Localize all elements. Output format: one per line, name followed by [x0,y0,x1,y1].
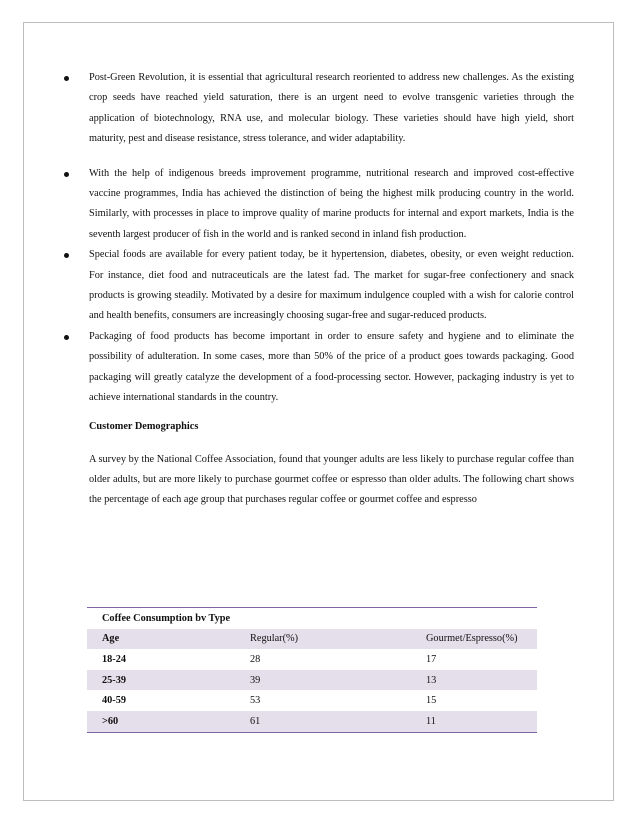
bullet-text: Packaging of food products has become important in order to ensure safety and hygiene and to eliminate the possibility of adulteration. In some cases, more than 50% of the price of a product goes towards packaging. Good packaging will greatly catalyze the development of a food-processing sector. However, packaging industry is yet to achieve international standards in the country. [89,330,574,404]
table-row [87,711,537,732]
header-regular: Regular(%) [235,629,411,650]
bullet-item [64,245,574,327]
header-age: Age [87,629,235,650]
bullet-item [64,68,574,150]
cell-regular: 39 [235,670,411,691]
table-header-row [87,629,537,650]
bullet-text: With the help of indigenous breeds improvement programme, nutritional research and improved cost-effective vaccine programmes, India has achieved the distinction of being the highest milk producing country in the world. Similarly, with processes in place to improve quality of marine products for internal and export markets, India is the seventh largest producer of fish in the world and is ranked second in inland fish production. [89,167,574,240]
bullet-item [64,164,574,246]
table-row [87,649,537,670]
cell-age: 18-24 [102,653,127,665]
cell-gourmet: 11 [411,711,537,732]
bullet-icon [64,76,69,81]
bullet-text: Special foods are available for every patient today, be it hypertension, diabetes, obesity, or even weight reduction. For instance, diet food and nutraceuticals are the latest fad. The market for sugar-free confectionery and snack products is growing steadily. Motivated by a desire for maximum indulgence coupled with a wish for calorie control and health benefits, consumers are increasingly choosing sugar-free and sugar-reduced products. [89,249,574,322]
cell-regular: 53 [250,695,261,707]
bullet-icon [64,172,69,177]
table-title-row [87,608,537,629]
coffee-consumption-table [87,607,537,733]
cell-regular: 61 [235,711,411,732]
bullet-text: Post-Green Revolution, it is essential that agricultural research reoriented to address new challenges. As the existing crop seeds have reached yield saturation, there is an urgent need to evolve transgenic varieties through the application of biotechnology, RNA use, and molecular biology. These varieties should have high yield, short maturity, pest and disease resistance, stress tolerance, and wider adaptability. [89,72,574,145]
table-row [87,690,537,711]
bullet-icon [64,253,69,258]
bullet-item [64,327,574,409]
table-row [87,670,537,691]
cell-gourmet: 15 [426,695,437,707]
section-heading: Customer Demographics [89,420,199,432]
cell-regular: 28 [250,653,261,665]
section-paragraph: A survey by the National Coffee Association, found that younger adults are less likely to purchase regular coffee than older adults, but are more likely to purchase gourmet coffee or espresso than older adults. The following chart shows the percentage of each age group that purchases regular coffee or gourmet coffee and espresso [89,453,574,506]
cell-age: >60 [87,711,235,732]
cell-gourmet: 13 [411,670,537,691]
header-gourmet: Gourmet/Espresso(%) [411,629,537,650]
cell-age: 25-39 [87,670,235,691]
document-body [64,68,574,511]
table-title: Coffee Consumption bv Type [87,608,537,629]
bullet-icon [64,335,69,340]
cell-gourmet: 17 [426,653,437,665]
cell-age: 40-59 [102,695,127,707]
